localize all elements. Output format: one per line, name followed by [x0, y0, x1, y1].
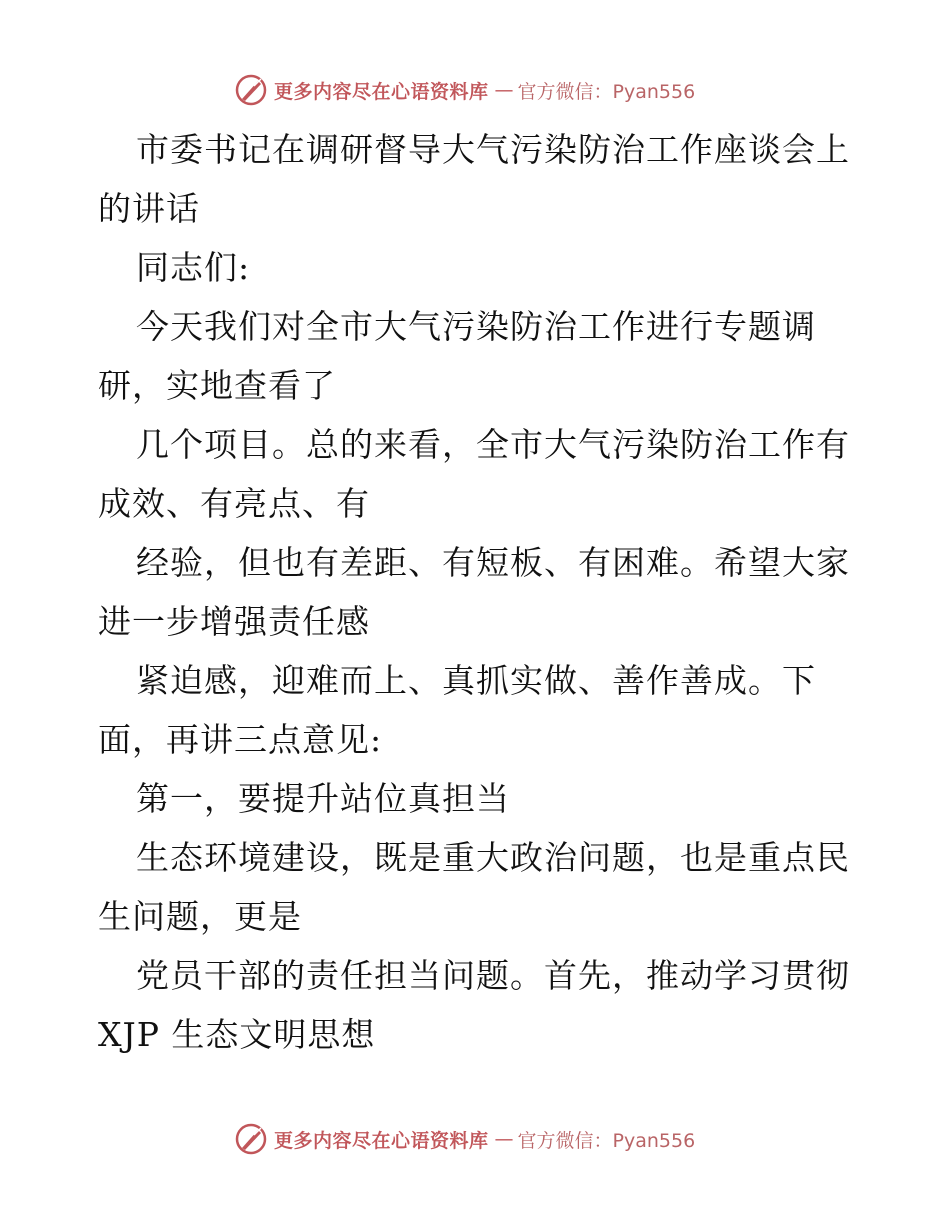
- text-line: 紧迫感，迎难而上、真抓实做、善作善成。下: [136, 661, 816, 700]
- header-watermark: [234, 72, 695, 108]
- text-line: 研，实地查看了: [98, 366, 336, 405]
- watermark-main-text: 更多内容尽在心语资料库: [274, 1129, 489, 1152]
- text-line: 同志们:: [136, 248, 251, 287]
- watermark-sub-text: 官方微信：Pyan556: [517, 1129, 696, 1152]
- text-line: 经验，但也有差距、有短板、有困难。希望大家: [136, 543, 850, 582]
- text-line: 市委书记在调研督导大气污染防治工作座谈会上: [136, 130, 850, 169]
- text-line: 成效、有亮点、有: [98, 484, 370, 523]
- watermark-sub-text: 官方微信：Pyan556: [517, 80, 696, 103]
- quill-logo-icon: [234, 1122, 268, 1156]
- watermark-dash: —: [494, 1128, 512, 1150]
- text-line: 生态环境建设，既是重大政治问题，也是重点民: [136, 838, 850, 877]
- text-line: 今天我们对全市大气污染防治工作进行专题调: [136, 307, 816, 346]
- text-line: 生问题，更是: [98, 897, 302, 936]
- text-line: 面，再讲三点意见:: [98, 720, 383, 759]
- text-line: 的讲话: [98, 189, 200, 228]
- text-line: XJP 生态文明思想: [98, 1015, 376, 1054]
- text-line: 党员干部的责任担当问题。首先，推动学习贯彻: [136, 956, 850, 995]
- text-line: 进一步增强责任感: [98, 602, 370, 641]
- section-heading: 第一，要提升站位真担当: [136, 779, 510, 818]
- watermark-main-text: 更多内容尽在心语资料库: [274, 80, 489, 103]
- footer-watermark: [234, 1121, 695, 1157]
- document-body: [98, 120, 858, 1064]
- quill-logo-icon: [234, 73, 268, 107]
- watermark-dash: —: [494, 79, 512, 101]
- text-line: 几个项目。总的来看，全市大气污染防治工作有: [136, 425, 850, 464]
